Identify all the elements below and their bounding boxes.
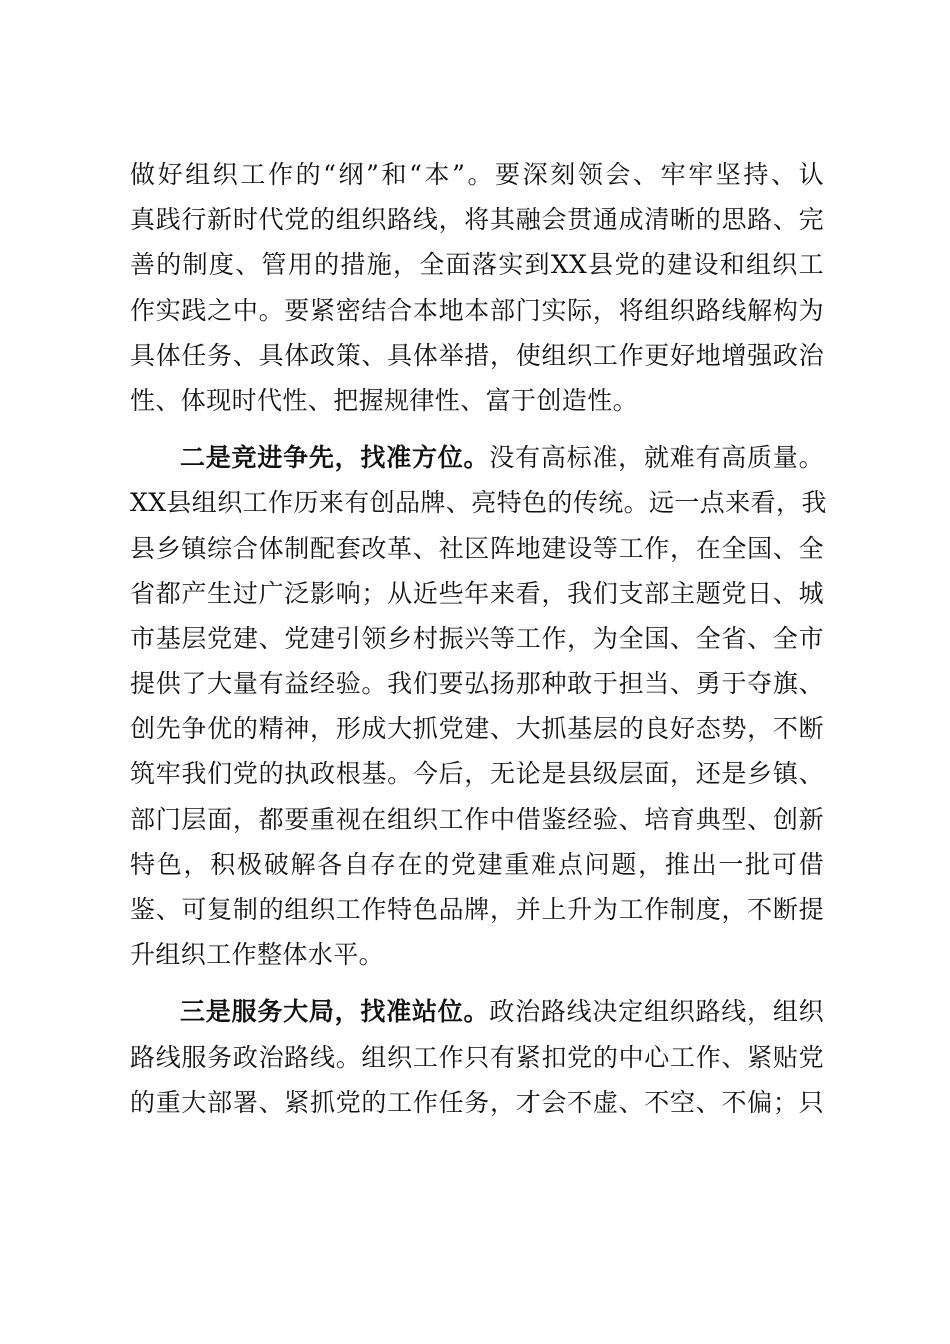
text-line: 具体任务、具体政策、具体举措，使组织工作更好地增强政治 (130, 340, 824, 370)
paragraph-1 (130, 152, 824, 423)
text-line: 作实践之中。要紧密结合本地本部门实际，将组织路线解构为 (130, 295, 824, 325)
text-line: 部门层面，都要重视在组织工作中借鉴经验、培育典型、创新 (130, 804, 824, 834)
paragraph-2 (130, 435, 827, 977)
text-span: 政治路线决定组织路线，组织 (489, 997, 824, 1027)
text-line: XX县组织工作历来有创品牌、亮特色的传统。远一点来看，我 (130, 488, 827, 518)
text-line: 善的制度、管用的措施，全面落实到XX县党的建设和组织工 (130, 250, 824, 280)
text-line: 创先争优的精神，形成大抓党建、大抓基层的良好态势，不断 (130, 714, 824, 744)
paragraph-first-line (130, 435, 824, 480)
text-line: 提供了大量有益经验。我们要弘扬那种敢于担当、勇于夺旗、 (130, 669, 824, 699)
text-line: 的重大部署、紧抓党的工作任务，才会不虚、不空、不偏；只 (130, 1087, 824, 1117)
document-body (130, 152, 827, 1125)
text-line: 路线服务政治路线。组织工作只有紧扣党的中心工作、紧贴党 (130, 1042, 824, 1072)
text-line: 市基层党建、党建引领乡村振兴等工作，为全国、全省、全市 (130, 623, 824, 653)
text-line: 升组织工作整体水平。 (130, 940, 385, 970)
text-line: 县乡镇综合体制配套改革、社区阵地建设等工作，在全国、全 (130, 533, 824, 563)
paragraph-heading: 二是竞进争先，找准方位。 (180, 443, 490, 473)
text-line: 筑牢我们党的执政根基。今后，无论是县级层面，还是乡镇、 (130, 759, 824, 789)
text-line: 做好组织工作的“纲”和“本”。要深刻领会、牢牢坚持、认 (130, 160, 824, 189)
paragraph-heading: 三是服务大局，找准站位。 (180, 997, 490, 1027)
text-span: 没有高标准，就难有高质量。 (489, 443, 824, 473)
text-line: 鉴、可复制的组织工作特色品牌，并上升为工作制度，不断提 (130, 895, 824, 924)
paragraph-first-line (130, 989, 824, 1034)
paragraph-3 (130, 989, 824, 1125)
text-line: 性、体现时代性、把握规律性、富于创造性。 (130, 385, 639, 415)
text-line: 省都产生过广泛影响；从近些年来看，我们支部主题党日、城 (130, 578, 824, 608)
text-line: 特色，积极破解各自存在的党建重难点问题，推出一批可借 (130, 849, 824, 879)
text-line: 真践行新时代党的组织路线，将其融会贯通成清晰的思路、完 (130, 205, 824, 235)
